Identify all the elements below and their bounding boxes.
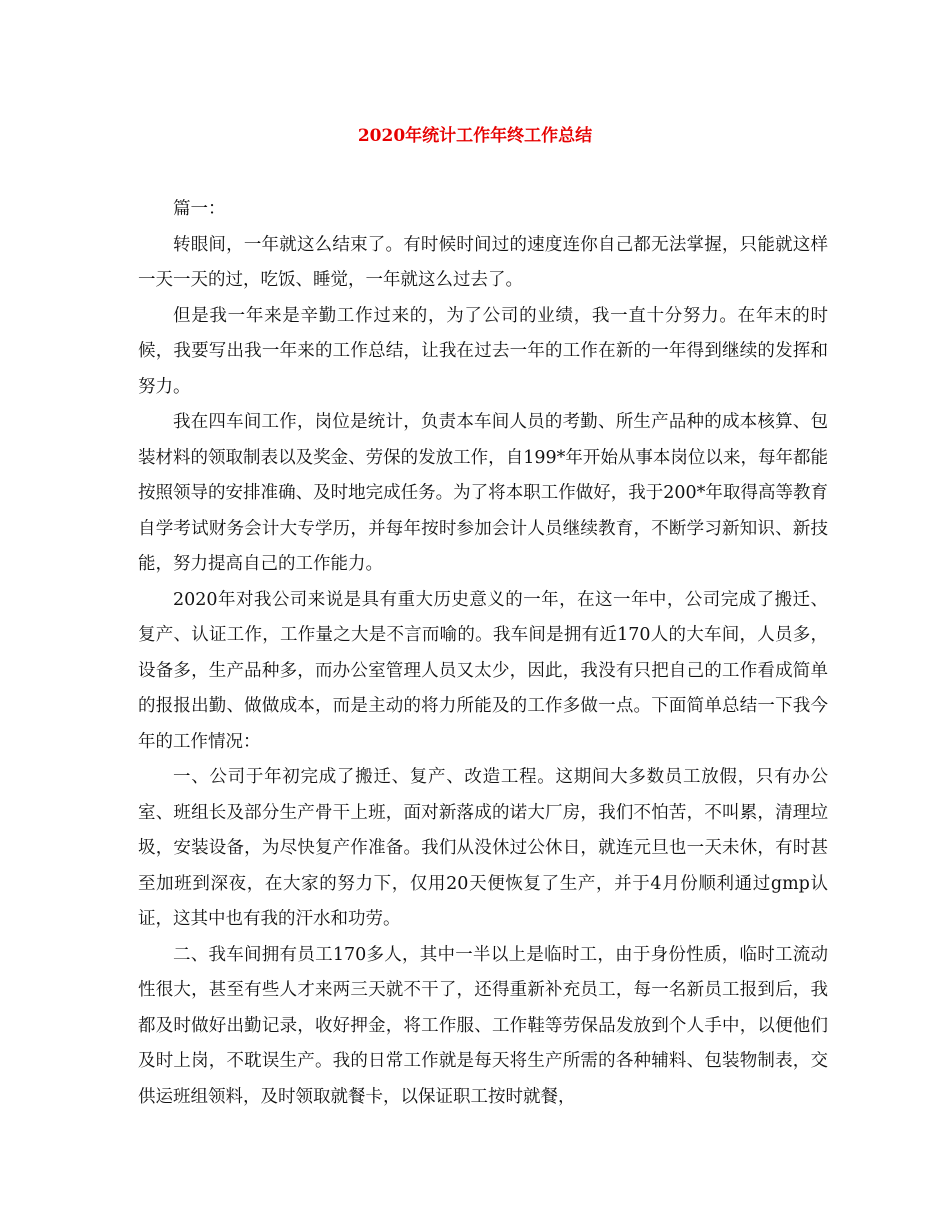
paragraph: 我在四车间工作，岗位是统计，负责本车间人员的考勤、所生产品种的成本核算、包装材料的领取制表以及奖金、劳保的发放工作，自199*年开始从事本岗位以来，每年都能按照领导的安排准确、及时地完成任务。为了将本职工作做好，我于200*年取得高等教育自学考试财务会计大专学历，并每年按时参加会计人员继续教育，不断学习新知识、新技能，努力提高自己的工作能力。 [138,412,828,574]
paragraph: 但是我一年来是辛勤工作过来的，为了公司的业绩，我一直十分努力。在年末的时候，我要写出我一年来的工作总结，让我在过去一年的工作在新的一年得到继续的发挥和努力。 [138,305,828,397]
paragraph: 二、我车间拥有员工170多人，其中一半以上是临时工，由于身份性质，临时工流动性很大，甚至有些人才来两三天就不干了，还得重新补充员工，每一名新员工报到后，我都及时做好出勤记录，收好押金，将工作服、工作鞋等劳保品发放到个人手中，以便他们及时上岗，不耽误生产。我的日常工作就是每天将生产所需的各种辅料、包装物制表，交供运班组领料，及时领取就餐卡，以保证职工按时就餐， [138,944,828,1107]
document-body [138,192,828,1115]
section-label: 篇一： [173,199,226,219]
paragraph: 2020年对我公司来说是具有重大历史意义的一年，在这一年中，公司完成了搬迁、复产、认证工作，工作量之大是不言而喻的。我车间是拥有近170人的大车间，人员多，设备多，生产品种多，而办公室管理人员又太少，因此，我没有只把自己的工作看成简单的报报出勤、做做成本，而是主动的将力所能及的工作多做一点。下面简单总结一下我今年的工作情况： [138,589,828,752]
paragraph: 一、公司于年初完成了搬迁、复产、改造工程。这期间大多数员工放假，只有办公室、班组长及部分生产骨干上班，面对新落成的诺大厂房，我们不怕苦，不叫累，清理垃圾，安装设备，为尽快复产作准备。我们从没休过公休日，就连元旦也一天未休，有时甚至加班到深夜，在大家的努力下，仅用20天便恢复了生产，并于4月份顺利通过gmp认证，这其中也有我的汗水和功劳。 [138,767,828,929]
document-title: 2020年统计工作年终工作总结 [357,126,593,146]
paragraph: 转眼间，一年就这么结束了。有时候时间过的速度连你自己都无法掌握，只能就这样一天一天的过，吃饭、睡觉，一年就这么过去了。 [138,234,828,290]
